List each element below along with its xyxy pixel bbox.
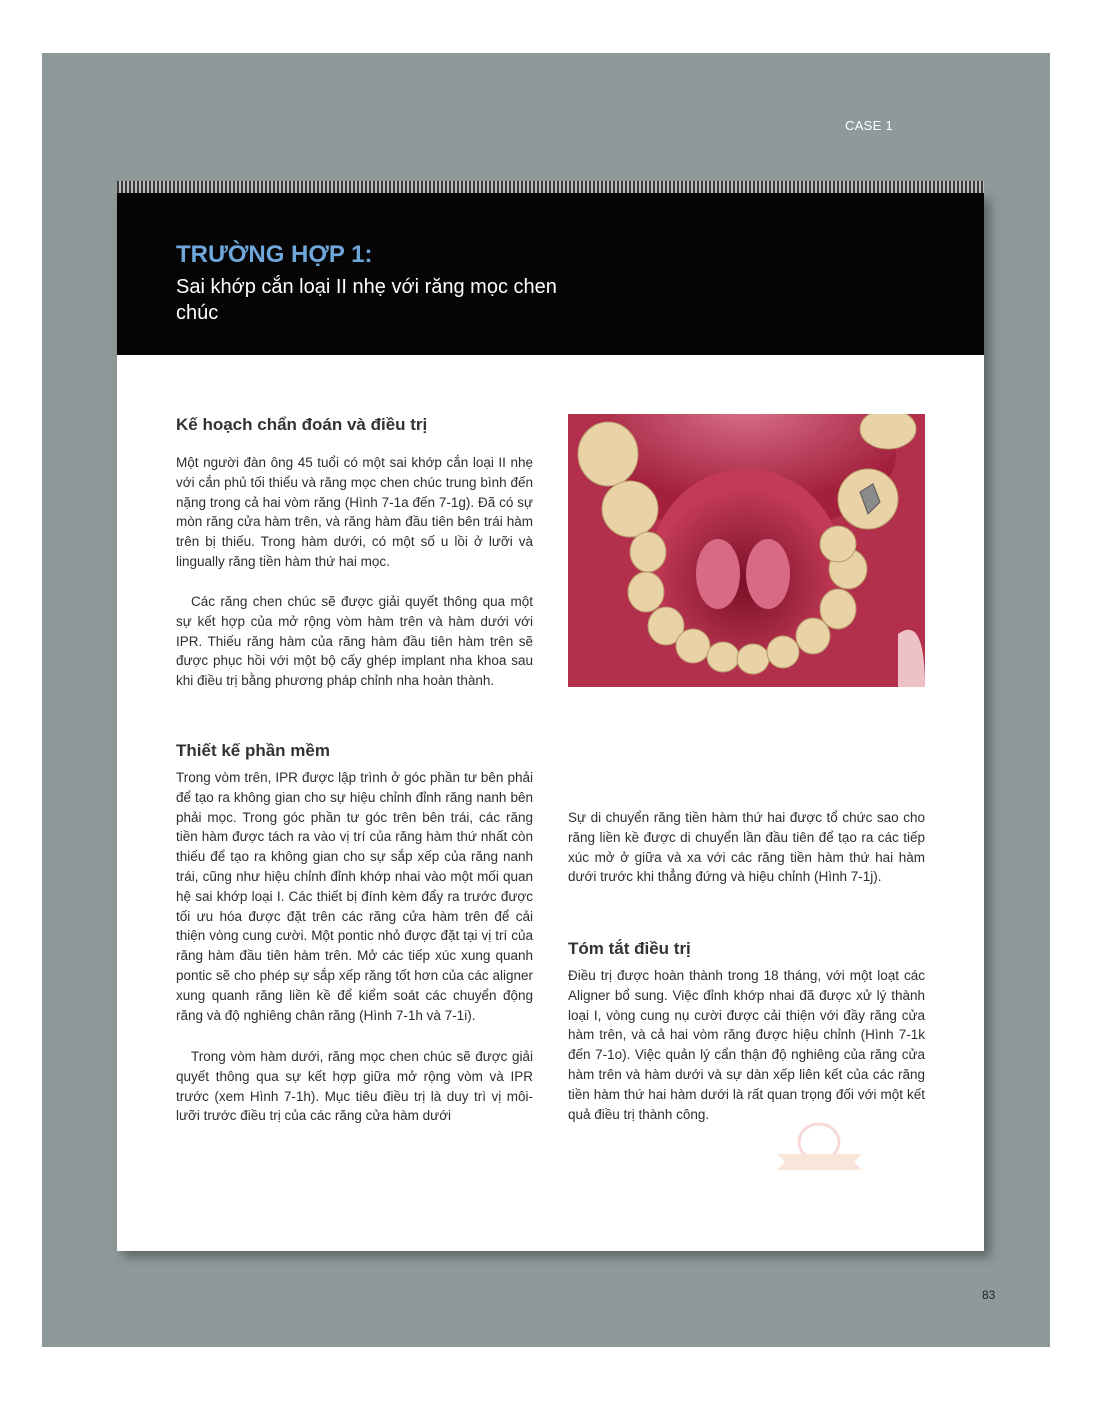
plan-paragraph-1: Một người đàn ông 45 tuổi có một sai khớp cắn loại II nhẹ với cắn phủ tối thiểu và răng mọc chen chúc trung bình đến nặng trong cả hai vòm răng (Hình 7-1a đến 7-1g). Đã có sự mòn răng cửa hàm trên, và răng hàm đầu tiên bên trái hàm trên bị thiếu. Trong hàm dưới, có một số u lồi ở lưỡi và lingually răng tiền hàm thứ hai mọc.: [176, 455, 533, 569]
plan-paragraph-2: Các răng chen chúc sẽ được giải quyết thông qua một sự kết hợp của mở rộng vòm hàm trên và hàm dưới với IPR. Thiếu răng hàm của răng hàm đầu tiên hàm trên sẽ được phục hồi với một bộ cấy ghép implant nha khoa sau khi điều trị bằng phương pháp chỉnh nha hoàn thành.: [176, 594, 533, 689]
software-paragraph-2: Trong vòm hàm dưới, răng mọc chen chúc sẽ được giải quyết thông qua sự kết hợp giữa mở rộng vòm và IPR trước (xem Hình 7-1h). Mục tiêu điều trị là duy trì vị môi-lưỡi trước điều trị của các răng cửa hàm dưới: [176, 1049, 533, 1124]
content-panel: [117, 193, 984, 1251]
section-heading-software: Thiết kế phần mềm: [176, 741, 330, 760]
clinical-photo-lower-arch: [568, 414, 925, 687]
software-paragraph-3: Sự di chuyển răng tiền hàm thứ hai được tổ chức sao cho răng liền kề được di chuyển lần đầu tiên để tạo ra các tiếp xúc mở ở giữa và xa với các răng tiền hàm thứ hai hàm dưới trước khi thẳng đứng và hiệu chỉnh (Hình 7-1j).: [568, 810, 925, 885]
decorative-ruler-strip: [117, 181, 984, 193]
case-subtitle: Sai khớp cắn loại II nhẹ với răng mọc chen chúc: [176, 276, 557, 324]
case-label: CASE 1: [845, 118, 894, 133]
watermark-stamp: [772, 1120, 867, 1170]
title-banner: [117, 193, 984, 355]
software-paragraph-1: Trong vòm trên, IPR được lập trình ở góc phần tư bên phải để tạo ra không gian cho sự hiệu chỉnh đỉnh răng nanh bên phải mọc. Trong góc phần tư góc trên bên trái, các răng tiền hàm được tách ra vào vị trí của răng hàm thứ nhất còn thiếu để tạo ra không gian cho sự sắp xếp của răng nanh trái, cũng như hiệu chỉnh đỉnh khớp nhai vào một mối quan hệ sai khớp loại I. Các thiết bị đính kèm đẩy ra trước được tối ưu hóa được đặt trên các răng cửa hàm trên để cải thiện vòng cung cười. Một pontic nhỏ được đặt tại vị trí của răng hàm đầu tiên hàm trên. Mở các tiếp xúc xung quanh pontic sẽ cho phép sự sắp xếp răng tốt hơn của các aligner xung quanh răng liền kề để kiểm soát các chuyển động răng và độ nghiêng chân răng (Hình 7-1h và 7-1i).: [176, 770, 533, 1023]
page-number: 83: [982, 1288, 996, 1302]
section-heading-plan: Kế hoạch chẩn đoán và điều trị: [176, 415, 428, 434]
case-title: TRƯỜNG HỢP 1:: [176, 241, 373, 268]
section-heading-summary: Tóm tắt điều trị: [568, 939, 691, 958]
summary-paragraph-1: Điều trị được hoàn thành trong 18 tháng, với một loạt các Aligner bổ sung. Việc đỉnh khớp nhai đã được xử lý thành loại I, vòng cung nụ cười được cải thiện với đầy răng cửa hàm trên, và cả hai vòm răng được hiệu chỉnh (Hình 7-1k đến 7-1o). Việc quản lý cẩn thận độ nghiêng của răng cửa hàm trên và hàm dưới và sự dàn xếp liên kết của các răng tiền hàm thứ hai hàm dưới là rất quan trọng đối với một kết quả điều trị thành công.: [568, 968, 925, 1122]
